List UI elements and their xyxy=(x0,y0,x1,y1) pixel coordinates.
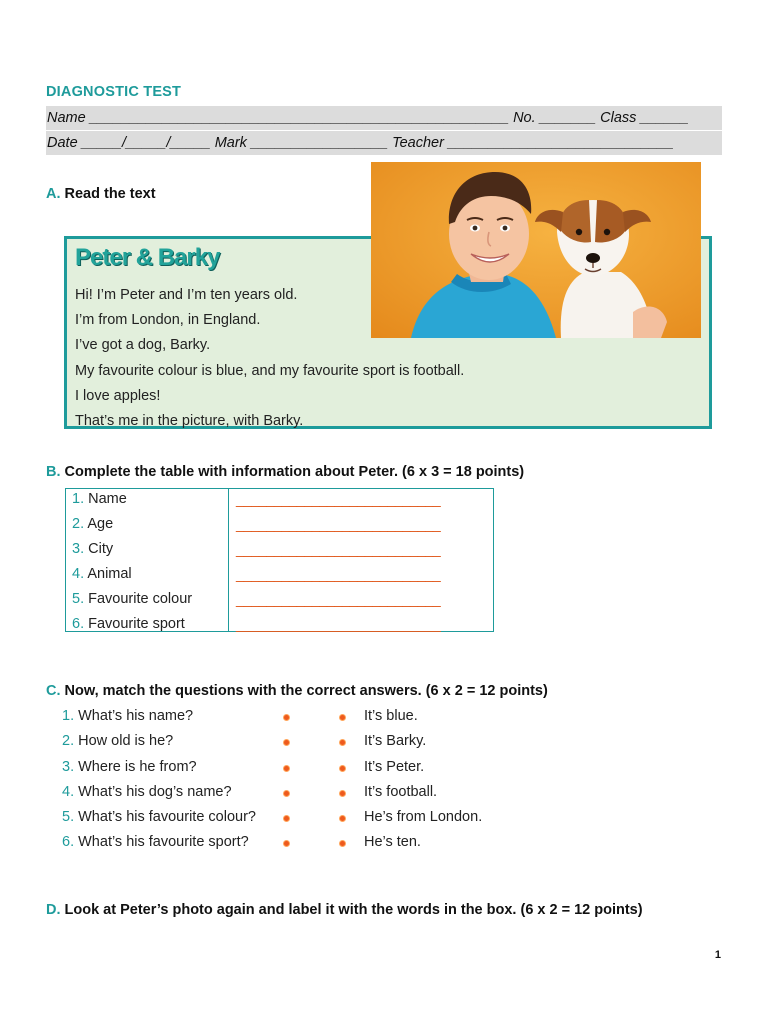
section-b-text: Complete the table with information about Peter. (6 x 3 = 18 points) xyxy=(64,464,525,480)
table-row-label: 1. Name xyxy=(72,491,127,507)
section-c-text: Now, match the questions with the correct answers. (6 x 2 = 12 points) xyxy=(64,683,548,699)
match-question: 4. What’s his dog’s name? xyxy=(62,784,232,800)
answer-blank[interactable]: ___________________________ xyxy=(236,617,441,633)
answer-blank[interactable]: ___________________________ xyxy=(236,542,441,558)
match-answer: It’s Peter. xyxy=(364,759,425,775)
table-row-label: 6. Favourite sport xyxy=(72,616,185,632)
section-b-letter: B. xyxy=(46,464,61,480)
section-b-heading xyxy=(46,464,524,480)
reading-line: My favourite colour is blue, and my favourite sport is football. xyxy=(75,362,465,379)
answer-blank[interactable]: ___________________________ xyxy=(236,517,441,533)
table-row-label: 3. City xyxy=(72,541,114,557)
match-answer: It’s Barky. xyxy=(364,733,427,749)
section-d-heading xyxy=(46,902,643,918)
document-title: DIAGNOSTIC TEST xyxy=(46,84,182,100)
answer-blank[interactable]: ___________________________ xyxy=(236,592,441,608)
section-a-letter: A. xyxy=(46,186,61,202)
page-number: 1 xyxy=(714,949,721,961)
question-match-dot[interactable] xyxy=(283,815,290,822)
answer-blank[interactable]: ___________________________ xyxy=(236,567,441,583)
match-answer: It’s football. xyxy=(364,784,438,800)
section-a-text: Read the text xyxy=(64,186,156,202)
section-d-letter: D. xyxy=(46,902,61,918)
match-question: 5. What’s his favourite colour? xyxy=(62,809,256,825)
section-c-letter: C. xyxy=(46,683,61,699)
reading-title: Peter & Barky xyxy=(75,244,220,271)
section-c-heading xyxy=(46,683,548,699)
boy-and-dog-photo xyxy=(371,162,701,338)
table-row xyxy=(66,589,493,614)
table-row xyxy=(66,539,493,564)
answer-match-dot[interactable] xyxy=(339,714,346,721)
date-mark-teacher-line[interactable]: Date _____/_____/_____ Mark _________________ Teacher ____________________________ xyxy=(46,131,722,155)
match-question: 3. Where is he from? xyxy=(62,759,197,775)
answer-match-dot[interactable] xyxy=(339,739,346,746)
answer-match-dot[interactable] xyxy=(339,840,346,847)
question-match-dot[interactable] xyxy=(283,840,290,847)
match-answer: He’s ten. xyxy=(364,834,421,850)
table-row-label: 4. Animal xyxy=(72,566,132,582)
answer-match-dot[interactable] xyxy=(339,765,346,772)
question-match-dot[interactable] xyxy=(283,790,290,797)
reading-line: I’ve got a dog, Barky. xyxy=(75,337,211,354)
match-answer: It’s blue. xyxy=(364,708,418,724)
table-row-label: 5. Favourite colour xyxy=(72,591,193,607)
reading-line: That’s me in the picture, with Barky. xyxy=(75,413,304,430)
question-match-dot[interactable] xyxy=(283,765,290,772)
table-row xyxy=(66,564,493,589)
question-match-dot[interactable] xyxy=(283,739,290,746)
section-a-heading xyxy=(46,186,156,202)
reading-line: Hi! I’m Peter and I’m ten years old. xyxy=(75,287,298,303)
answer-match-dot[interactable] xyxy=(339,815,346,822)
match-question: 6. What’s his favourite sport? xyxy=(62,834,249,850)
table-row xyxy=(66,614,493,639)
match-question: 1. What’s his name? xyxy=(62,708,194,724)
answer-match-dot[interactable] xyxy=(339,790,346,797)
answer-blank[interactable]: ___________________________ xyxy=(236,492,441,508)
table-row xyxy=(66,489,493,514)
match-question: 2. How old is he? xyxy=(62,733,174,749)
match-answer: He’s from London. xyxy=(364,809,483,825)
question-match-dot[interactable] xyxy=(283,714,290,721)
reading-line: I’m from London, in England. xyxy=(75,312,261,329)
reading-line: I love apples! xyxy=(75,387,161,404)
peter-info-table xyxy=(65,488,494,632)
table-row-label: 2. Age xyxy=(72,516,114,532)
table-row xyxy=(66,514,493,539)
section-d-text: Look at Peter’s photo again and label it with the words in the box. (6 x 2 = 12 points) xyxy=(64,902,643,918)
name-number-class-line[interactable]: Name ____________________________________________________ No. _______ Class ______ xyxy=(46,106,722,130)
